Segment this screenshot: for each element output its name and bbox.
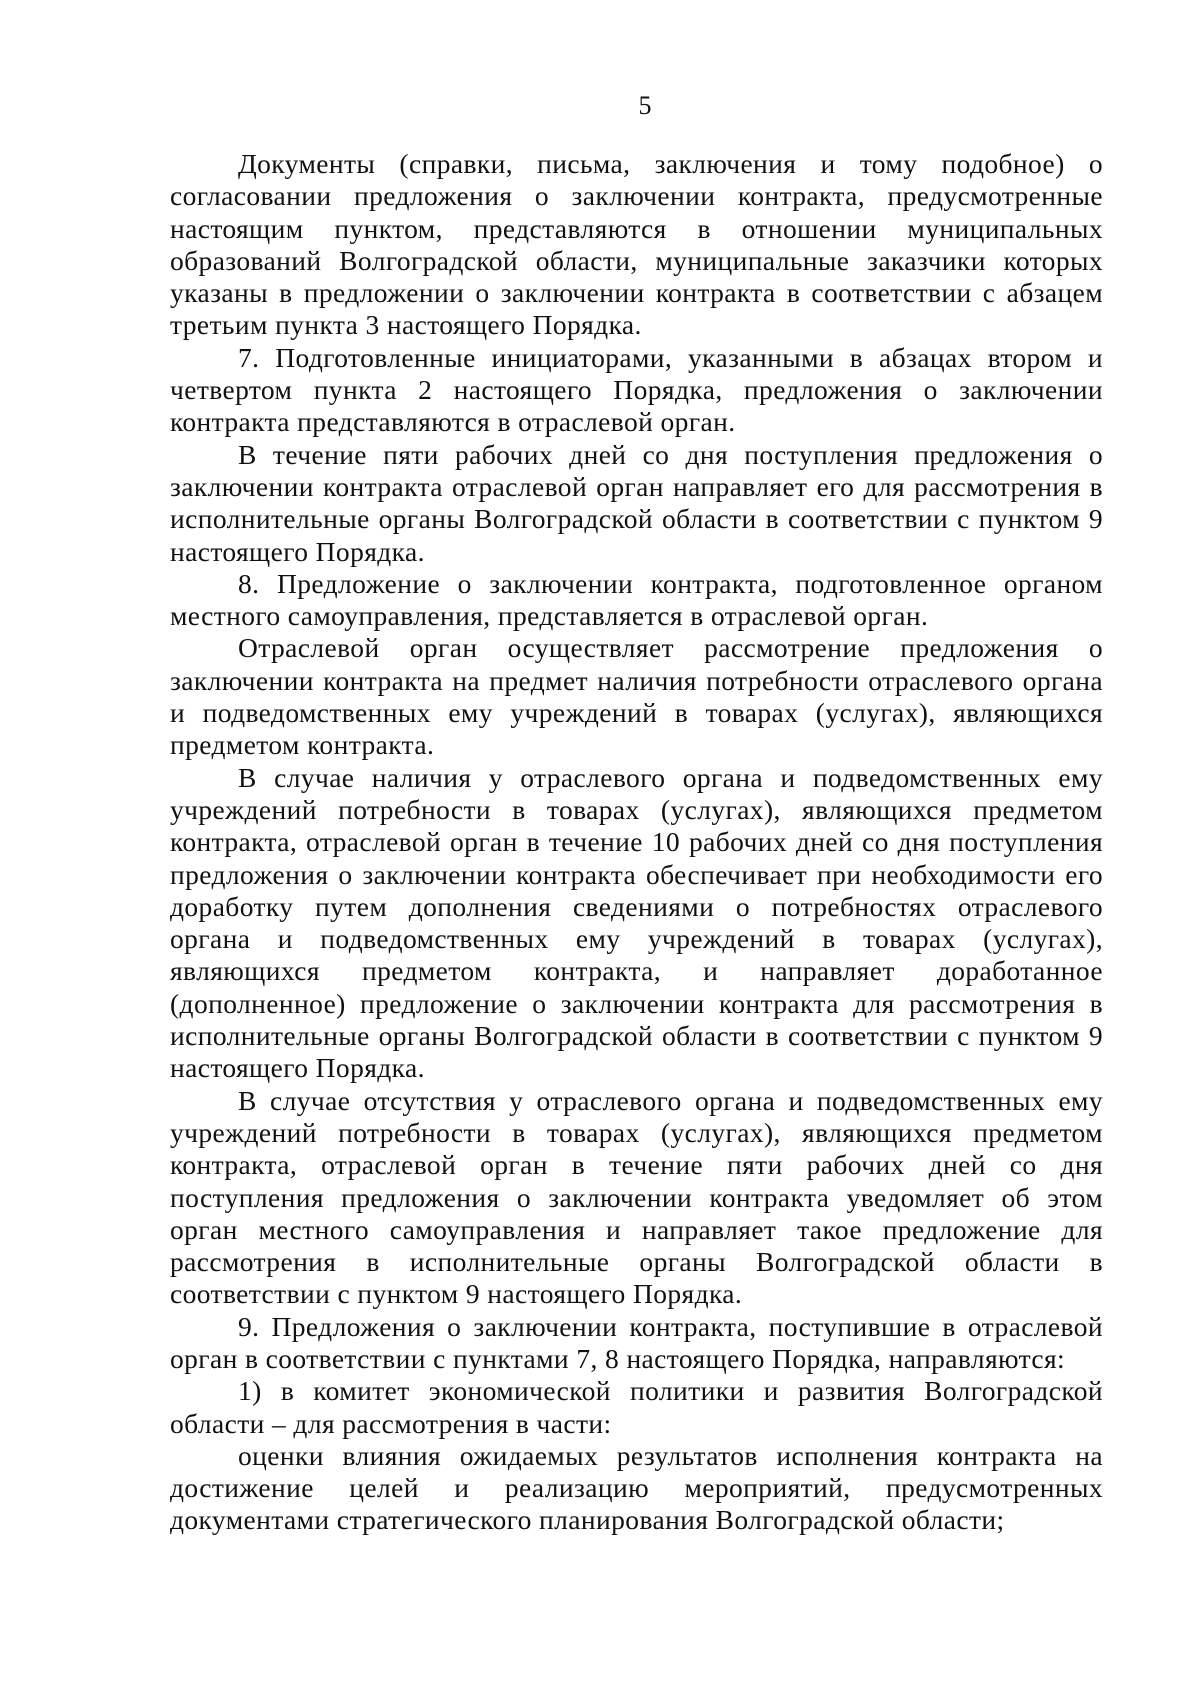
paragraph-item-9: 9. Предложения о заключении контракта, поступившие в отраслевой орган в соответствии с пунктами 7, 8 настоящего Порядка, направляются: — [170, 1310, 1103, 1374]
paragraph-subitem-1: 1) в комитет экономической политики и развития Волгоградской области – для рассмотрения в части: — [170, 1375, 1103, 1439]
paragraph-impact-assessment: оценки влияния ожидаемых результатов исполнения контракта на достижение целей и реализацию мероприятий, предусмотренных документами стратегического планирования Волгоградской области; — [170, 1439, 1103, 1536]
page-number: 5 — [638, 91, 652, 120]
paragraph-sector-body-review: Отраслевой орган осуществляет рассмотрение предложения о заключении контракта на предмет наличия потребности отраслевого органа и подведомственных ему учреждений в товарах (услугах), являющихся предметом контракта. — [170, 632, 1103, 761]
paragraph-five-days-review: В течение пяти рабочих дней со дня поступления предложения о заключении контракта отраслевой орган направляет его для рассмотрения в исполнительные органы Волгоградской области в соответствии с пунктом 9 настоящего Порядка. — [170, 438, 1103, 567]
document-body — [170, 148, 1103, 1537]
paragraph-item-7: 7. Подготовленные инициаторами, указанными в абзацах втором и четвертом пункта 2 настоящего Порядка, предложения о заключении контракта представляются в отраслевой орган. — [170, 341, 1103, 438]
paragraph-need-absent: В случае отсутствия у отраслевого органа и подведомственных ему учреждений потребности в товарах (услугах), являющихся предметом контракта, отраслевой орган в течение пяти рабочих дней со дня поступления предложения о заключении контракта уведомляет об этом орган местного самоуправления и направляет такое предложение для рассмотрения в исполнительные органы Волгоградской области в соответствии с пунктом 9 настоящего Порядка. — [170, 1084, 1103, 1310]
paragraph-item-8: 8. Предложение о заключении контракта, подготовленное органом местного самоуправления, представляется в отраслевой орган. — [170, 567, 1103, 632]
paragraph-need-present: В случае наличия у отраслевого органа и подведомственных ему учреждений потребности в товарах (услугах), являющихся предметом контракта, отраслевой орган в течение 10 рабочих дней со дня поступления предложения о заключении контракта обеспечивает при необходимости его доработку путем дополнения сведениями о потребностях отраслевого органа и подведомственных ему учреждений в товарах (услугах), являющихся предметом контракта, и направляет доработанное (дополненное) предложение о заключении контракта для рассмотрения в исполнительные органы Волгоградской области в соответствии с пунктом 9 настоящего Порядка. — [170, 761, 1103, 1084]
paragraph-documents-approval: Документы (справки, письма, заключения и тому подобное) о согласовании предложения о заключении контракта, предусмотренные настоящим пунктом, представляются в отношении муниципальных образований Волгоградской области, муниципальные заказчики которых указаны в предложении о заключении контракта в соответствии с абзацем третьим пункта 3 настоящего Порядка. — [170, 148, 1103, 341]
